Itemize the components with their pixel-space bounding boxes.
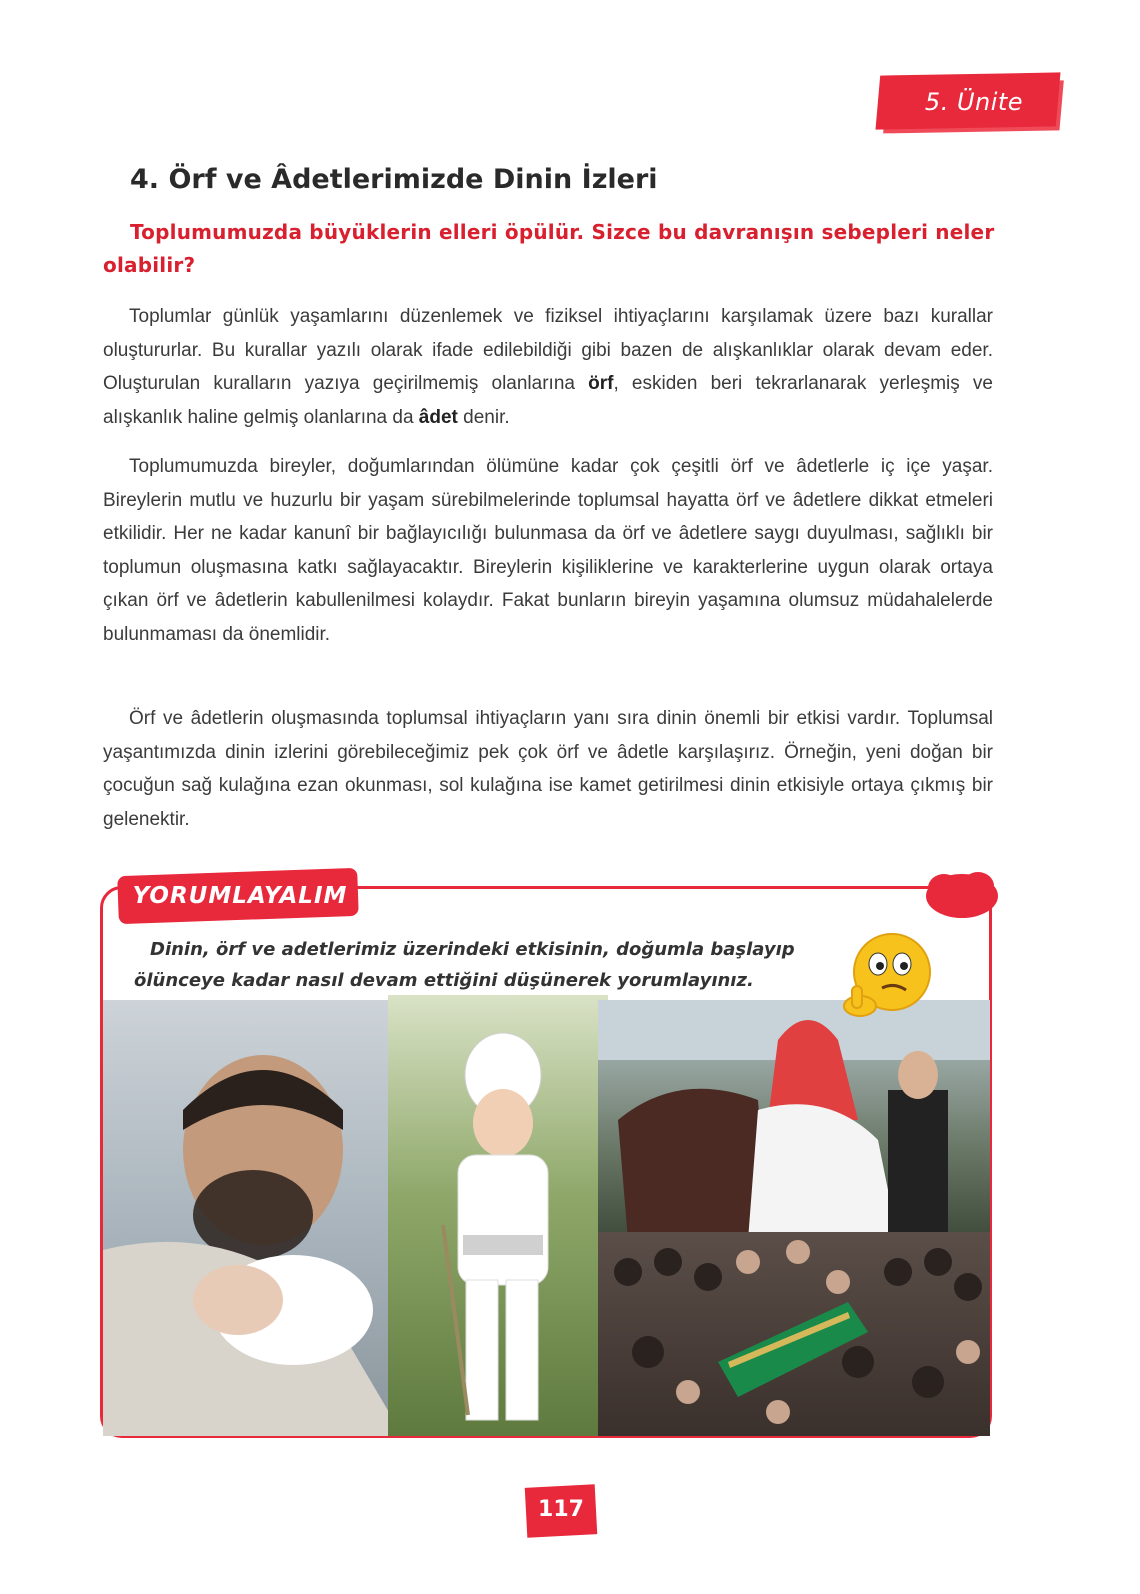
photo-funeral [598,1232,990,1436]
paragraph-1 [103,300,993,434]
photo-ezan-newborn [103,1000,403,1436]
thought-cloud-icon [920,868,1002,926]
paragraph-1-text-a: Toplumlar günlük yaşamlarını düzenlemek ve fiziksel ihtiyaçlarını karşılamak üzere bazı kurallar oluştururlar. Bu kurallar yazılı olarak ifade edilebildiği gibi bazen de alışkanlıklar olarak devam eder. Oluşturulan kuralların yazıya geçirilmemiş olanlarına [103,306,993,394]
term-orf: örf [588,373,614,394]
unit-label: 5. Ünite [924,88,1024,116]
thinking-face-icon [838,926,938,1026]
discussion-question: Toplumumuzda büyüklerin elleri öpülür. Sizce bu davranışın sebepleri neler olabilir? [103,220,995,277]
paragraph-1-text-c: , eskiden beri tekrarlanarak yerleşmiş ve alışkanlık haline gelmiş olanlarına da [103,373,993,428]
activity-label: YORUMLAYALIM [132,883,348,909]
paragraph-1-text-e: denir. [457,406,510,428]
photo-wedding [598,1000,990,1240]
paragraph-2: Toplumumuzda bireyler, doğumlarından ölümüne kadar çok çeşitli örf ve âdetlerle iç içe yaşar. Bireylerin mutlu ve huzurlu bir yaşam sürebilmelerinde toplumsal hayatta örf ve âdetlere dikkat etmeleri etkilidir. Her ne kadar kanunî bir bağlayıcılığı bulunmasa da örf ve âdetlere saygı duyulması, sağlıklı bir toplumun oluşmasına katkı sağlayacaktır. Bireylerin kişiliklerine ve karakterlerine uygun olarak ortaya çıkan örf ve âdetlerin kabullenilmesi kolaydır. Fakat bunların bireyin yaşamına olumsuz müdahalelerde bulunmaması da önemlidir. [103,456,993,645]
page-number: 117 [538,1497,584,1522]
activity-prompt: Dinin, örf ve adetlerimiz üzerindeki etkisinin, doğumla başlayıp ölünceye kadar nasıl devam ettiğini düşünerek yorumlayınız. [134,939,795,991]
section-title: 4. Örf ve Âdetlerimizde Dinin İzleri [130,164,658,195]
paragraph-3: Örf ve âdetlerin oluşmasında toplumsal ihtiyaçların yanı sıra dinin önemli bir etkisi vardır. Toplumsal yaşantımızda dinin izlerini görebileceğimiz pek çok örf ve âdetle karşılaşırız. Örneğin, yeni doğan bir çocuğun sağ kulağına ezan okunması, sol kulağına ise kamet getirilmesi dinin etkisiyle ortaya çıkmış bir gelenektir. [103,708,993,830]
term-adet: âdet [418,406,458,428]
photo-circumcision-boy [388,995,608,1436]
